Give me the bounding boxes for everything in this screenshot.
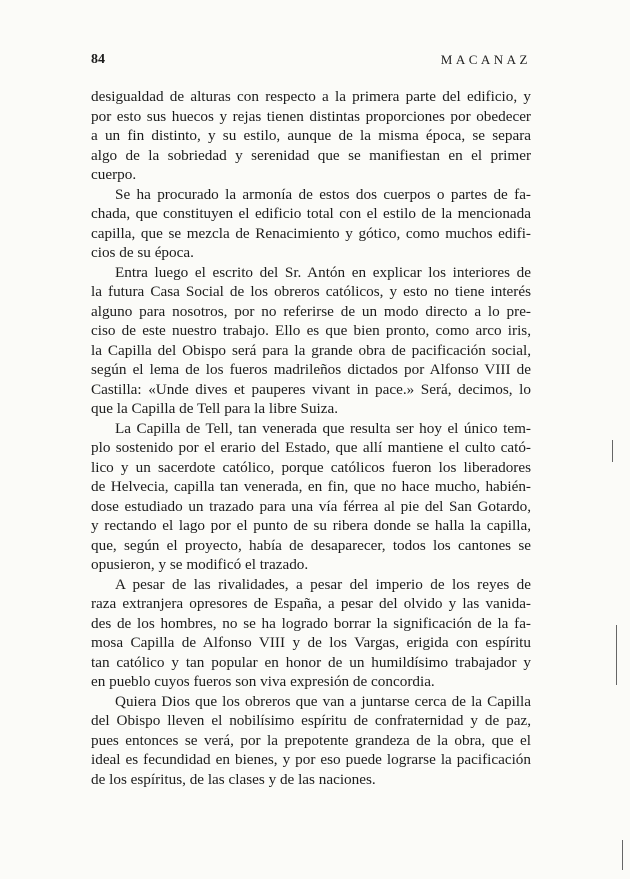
page-header	[91, 52, 531, 72]
text-line: des de los hombres, no se ha logrado borrar la significación de la fa-	[91, 614, 531, 632]
text-line: de Helvecia, capilla tan venerada, en fin, que no hace mucho, habién-	[91, 478, 531, 495]
paragraph	[91, 692, 531, 790]
text-line: Se ha procurado la armonía de estos dos cuerpos o partes de fa-	[115, 185, 531, 203]
text-line: lico y un sacerdote católico, porque católicos fueron los liberadores	[91, 458, 531, 476]
text-line: ciso de este nuestro trabajo. Ello es que bien pronto, como arco iris,	[91, 322, 531, 339]
text-line: por esto sus huecos y rejas tienen distintas proporciones por obedecer	[91, 107, 531, 125]
paragraph	[91, 419, 531, 575]
text-line: alguno para nosotros, por no referirse de un modo directo a lo pre-	[91, 302, 531, 320]
scan-edge-mark	[616, 625, 617, 685]
page-number: 84	[91, 52, 105, 67]
scan-edge-mark	[612, 440, 613, 462]
text-line: Entra luego el escrito del Sr. Antón en explicar los interiores de	[115, 263, 531, 281]
text-line: desigualdad de alturas con respecto a la primera parte del edificio, y	[91, 88, 531, 105]
text-line: de los espíritus, de las clases y de las naciones.	[91, 770, 376, 788]
text-line: pues entonces se verá, por la prepotente grandeza de la obra, que el	[91, 731, 531, 749]
text-line: según el lema de los fueros madrileños dictados por Alfonso VIII de	[91, 361, 531, 378]
text-line: capilla, que se mezcla de Renacimiento y gótico, como muchos edifi-	[91, 224, 531, 242]
text-line: A pesar de las rivalidades, a pesar del imperio de los reyes de	[115, 575, 531, 593]
text-line: dose estudiado un trazado para una vía férrea al pie del San Gotardo,	[91, 497, 531, 515]
text-line: chada, que constituyen el edificio total con el estilo de la mencionada	[91, 205, 531, 222]
running-title: MACANAZ	[440, 52, 531, 67]
text-line: La Capilla de Tell, tan venerada que resulta ser hoy el único tem-	[115, 419, 531, 437]
body-text	[91, 87, 531, 789]
scan-edge-mark	[622, 840, 623, 870]
text-line: raza extranjera opresores de España, a pesar del olvido y las vanida-	[91, 595, 531, 612]
text-line: del Obispo lleven el nobilísimo espíritu de confraternidad y de paz,	[91, 712, 531, 729]
text-line: Quiera Dios que los obreros que van a juntarse cerca de la Capilla	[115, 692, 531, 710]
text-line: la futura Casa Social de los obreros católicos, y esto no tiene interés	[91, 283, 531, 300]
paragraph	[91, 263, 531, 419]
text-line: cuerpo.	[91, 166, 137, 183]
text-line: ideal es fecundidad en bienes, y por eso puede lograrse la pacificación	[91, 751, 531, 768]
text-line: Castilla: «Unde dives et pauperes vivant in pace.» Será, decimos, lo	[91, 380, 531, 398]
text-line: a un fin distinto, y su estilo, aunque de la misma época, se separa	[91, 127, 531, 144]
text-line: que, según el proyecto, había de desaparecer, todos los cantones se	[91, 536, 531, 554]
paragraph	[91, 87, 531, 185]
paragraph	[91, 185, 531, 263]
text-line: la Capilla del Obispo será para la grande obra de pacificación social,	[91, 341, 531, 359]
text-line: opusieron, y se modificó el trazado.	[91, 556, 309, 573]
text-line: algo de la sobriedad y serenidad que se manifiestan en el primer	[91, 146, 531, 164]
text-line: que la Capilla de Tell para la libre Suiza.	[91, 400, 339, 417]
text-line: cios de su época.	[91, 244, 194, 261]
text-line: y rectando el lago por el punto de su ribera donde se halla la capilla,	[91, 517, 531, 534]
text-line: plo sostenido por el erario del Estado, que allí mantiene el culto cató-	[91, 439, 531, 456]
text-line: tan católico y tan popular en honor de un humildísimo trabajador y	[91, 653, 531, 671]
paragraph	[91, 575, 531, 692]
text-line: en pueblo cuyos fueros son viva expresión de concordia.	[91, 673, 435, 690]
text-line: mosa Capilla de Alfonso VIII y de los Vargas, erigida con espíritu	[91, 634, 531, 651]
